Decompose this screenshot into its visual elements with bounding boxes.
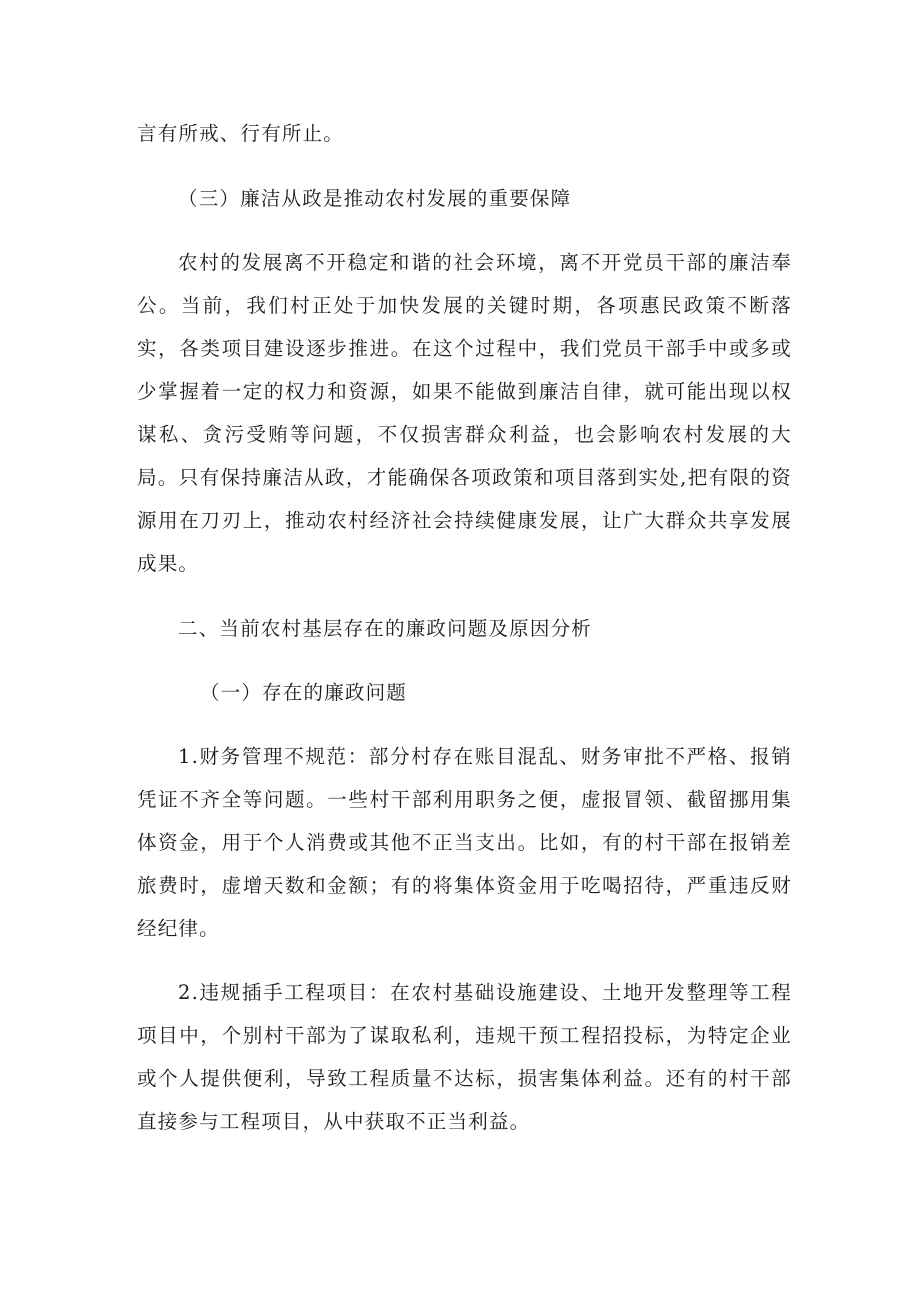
subsection-1-heading: （一）存在的廉政问题 bbox=[200, 681, 408, 704]
document-body bbox=[137, 112, 792, 1143]
section-3-body-paragraph: 农村的发展离不开稳定和谐的社会环境，离不开党员干部的廉洁奉公。当前，我们村正处于加快发展的关键时期，各项惠民政策不断落实，各类项目建设逐步推进。在这个过程中，我们党员干部手中或多或少掌握着一定的权力和资源，如果不能做到廉洁自律，就可能出现以权谋私、贪污受贿等问题，不仅损害群众利益，也会影响农村发展的大局。只有保持廉洁从政，才能确保各项政策和项目落到实处,把有限的资源用在刀刃上，推动农村经济社会持续健康发展，让广大群众共享发展成果。 bbox=[137, 251, 792, 575]
problem-item-1: 1.财务管理不规范：部分村存在账目混乱、财务审批不严格、报销凭证不齐全等问题。一些村干部利用职务之便，虚报冒领、截留挪用集体资金，用于个人消费或其他不正当支出。比如，有的村干部在报销差旅费时，虚增天数和金额；有的将集体资金用于吃喝招待，严重违反财经纪律。 bbox=[137, 745, 792, 940]
problem-item-2: 2.违规插手工程项目：在农村基础设施建设、土地开发整理等工程项目中，个别村干部为了谋取私利，违规干预工程招投标，为特定企业或个人提供便利，导致工程质量不达标，损害集体利益。还有的村干部直接参与工程项目，从中获取不正当利益。 bbox=[137, 981, 792, 1133]
intro-tail-paragraph: 言有所戒、行有所止。 bbox=[137, 122, 345, 145]
section-3-heading: （三）廉洁从政是推动农村发展的重要保障 bbox=[178, 187, 572, 210]
chapter-2-heading: 二、当前农村基层存在的廉政问题及原因分析 bbox=[178, 617, 593, 640]
